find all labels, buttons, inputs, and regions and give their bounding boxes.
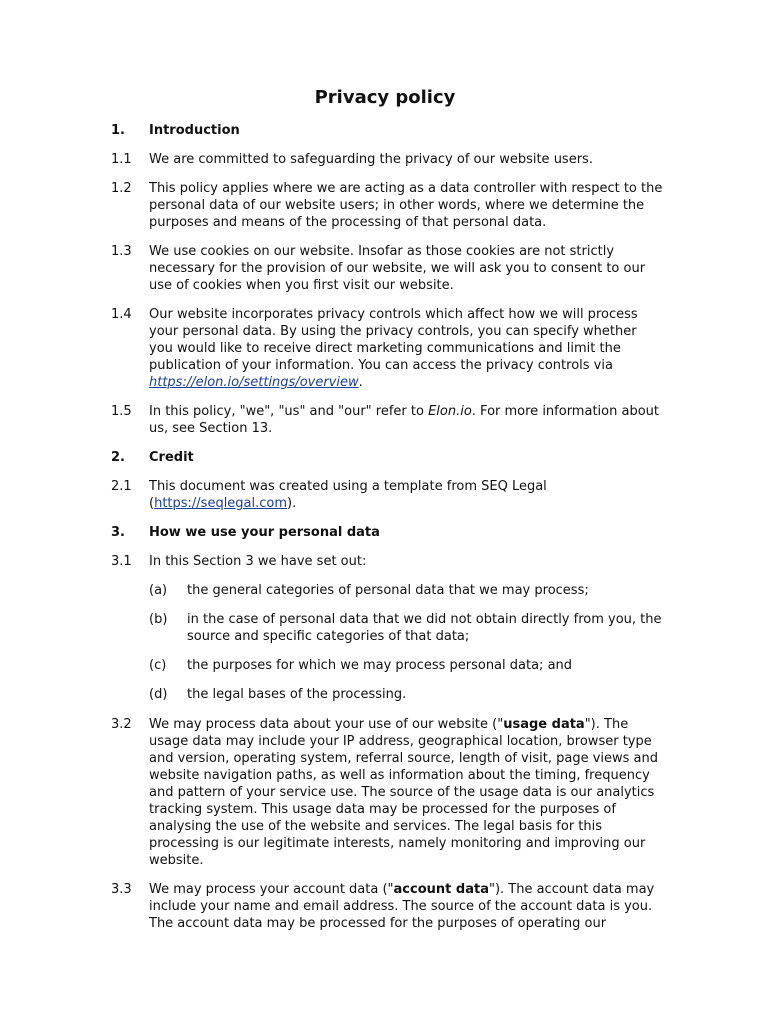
section-title: How we use your personal data bbox=[149, 525, 380, 540]
defined-term: account data bbox=[393, 882, 489, 897]
list-item-text: the legal bases of the processing. bbox=[187, 687, 407, 702]
clause-text-end: . bbox=[358, 375, 363, 390]
clause-text-pre: We may process your account data (" bbox=[149, 882, 394, 897]
clause-text bbox=[149, 306, 664, 391]
clause-text bbox=[149, 478, 664, 512]
clause-text bbox=[149, 716, 664, 869]
clause-text-post: "). The account data may include your name and email address. The source of the account data is you. The account data may be processed for the purposes of operating our bbox=[149, 882, 655, 931]
clause-text-body: Our website incorporates privacy controls which affect how we will process your personal data. By using the privacy controls, you can specify whether you would like to receive direct marketing communications and limit the publication of your information. You can access the privacy controls via bbox=[149, 307, 638, 373]
seq-legal-link[interactable]: https://seqlegal.com bbox=[154, 496, 288, 511]
defined-term: usage data bbox=[503, 717, 585, 732]
section-title: Introduction bbox=[149, 123, 240, 138]
clause-text bbox=[149, 403, 664, 437]
clause-text: We are committed to safeguarding the privacy of our website users. bbox=[149, 152, 593, 167]
company-name: Elon.io bbox=[428, 404, 472, 419]
clause-text-post: "). The usage data may include your IP address, geographical location, browser type and version, operating system, referral source, length of visit, page views and website navigation paths, as well as information about the timing, frequency and pattern of your service use. The source of the usage data is our analytics tracking system. This usage data may be processed for the purposes of analysing the use of the website and services. The legal basis for this processing is our legitimate interests, namely monitoring and improving our website. bbox=[149, 717, 658, 868]
list-item-label: (c) bbox=[149, 658, 167, 673]
section-number: 2. bbox=[111, 450, 125, 465]
clause-number: 1.5 bbox=[111, 404, 132, 419]
list-item-text: the general categories of personal data that we may process; bbox=[187, 583, 589, 598]
clause-text-pre: This document was created using a template from SEQ Legal ( bbox=[149, 479, 547, 511]
clause-text-post: . For more information about us, see Section 13. bbox=[149, 404, 659, 436]
clause-number: 1.1 bbox=[111, 152, 132, 167]
clause-text: We use cookies on our website. Insofar as those cookies are not strictly necessary for the provision of our website, we will ask you to consent to our use of cookies when you first visit our website. bbox=[149, 244, 646, 293]
section-title: Credit bbox=[149, 450, 194, 465]
clause-number: 1.3 bbox=[111, 244, 132, 259]
section-number: 1. bbox=[111, 123, 125, 138]
privacy-settings-link[interactable]: https://elon.io/settings/overview bbox=[149, 375, 359, 390]
clause-text-pre: In this policy, "we", "us" and "our" refer to bbox=[149, 404, 424, 419]
list-item-label: (a) bbox=[149, 583, 168, 598]
clause-text bbox=[149, 881, 664, 932]
clause-number: 2.1 bbox=[111, 479, 132, 494]
clause-number: 1.2 bbox=[111, 181, 132, 196]
list-item-text: in the case of personal data that we did not obtain directly from you, the source and specific categories of that data; bbox=[187, 612, 662, 644]
clause-text: In this Section 3 we have set out: bbox=[149, 554, 367, 569]
clause-number: 1.4 bbox=[111, 307, 132, 322]
clause-number: 3.2 bbox=[111, 717, 132, 732]
list-item-label: (d) bbox=[149, 687, 168, 702]
clause-text: This policy applies where we are acting as a data controller with respect to the personal data of our website users; in other words, where we determine the purposes and means of the processing of that personal data. bbox=[149, 181, 663, 230]
section-number: 3. bbox=[111, 525, 125, 540]
clause-text-pre: We may process data about your use of our website (" bbox=[149, 717, 504, 732]
clause-text-post: ). bbox=[287, 496, 297, 511]
list-item-text: the purposes for which we may process personal data; and bbox=[187, 658, 573, 673]
page-title: Privacy policy bbox=[314, 87, 456, 108]
list-item-label: (b) bbox=[149, 612, 168, 627]
clause-number: 3.3 bbox=[111, 882, 132, 897]
clause-number: 3.1 bbox=[111, 554, 132, 569]
